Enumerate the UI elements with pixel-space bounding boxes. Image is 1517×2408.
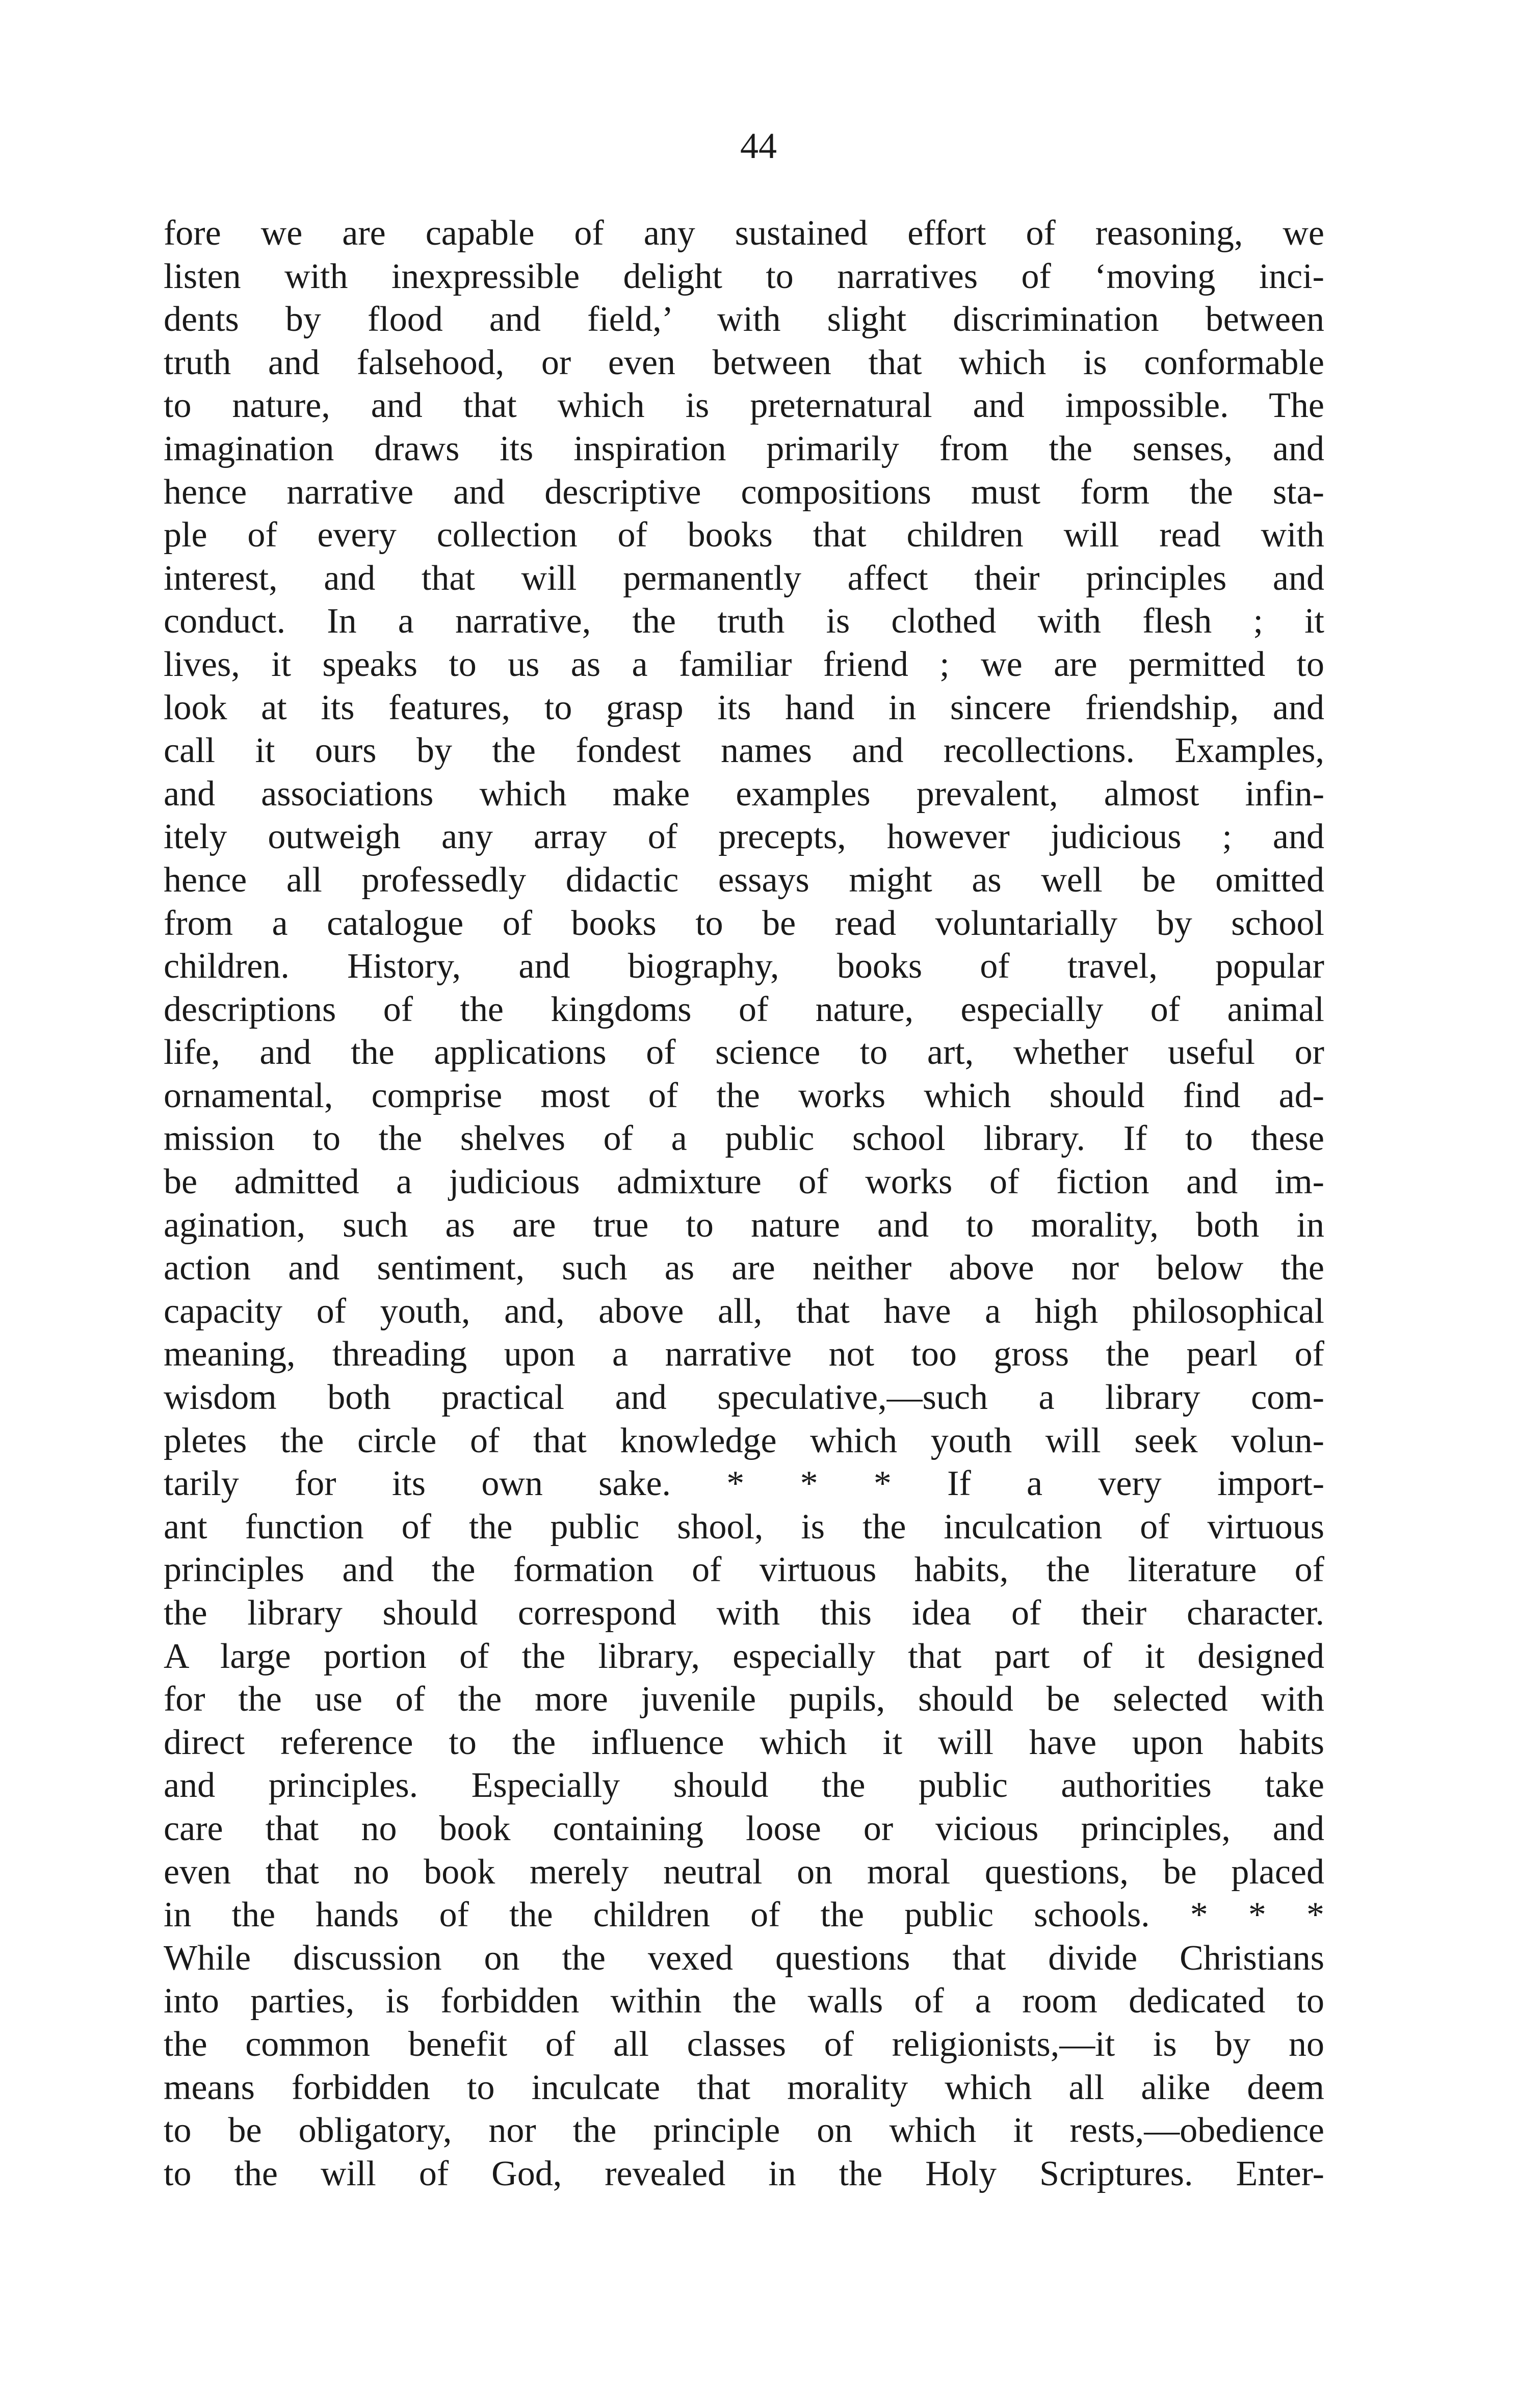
text-line: pletes the circle of that knowledge which youth will seek volun-	[164, 1421, 1324, 1460]
body-text	[164, 212, 1324, 2195]
text-line: mission to the shelves of a public school library. If to these	[164, 1119, 1324, 1159]
text-line: into parties, is forbidden within the walls of a room dedicated to	[164, 1981, 1324, 2021]
text-line: agination, such as are true to nature and to morality, both in	[164, 1205, 1324, 1245]
text-line: care that no book containing loose or vicious principles, and	[164, 1809, 1324, 1848]
text-line: A large portion of the library, especially that part of it designed	[164, 1636, 1324, 1676]
text-line: the library should correspond with this idea of their character.	[164, 1593, 1324, 1633]
text-line: ant function of the public shool, is the inculcation of virtuous	[164, 1507, 1324, 1547]
text-line: to nature, and that which is preternatural and impossible. The	[164, 386, 1324, 426]
text-line: means forbidden to inculcate that morality which all alike deem	[164, 2067, 1324, 2107]
text-line: and associations which make examples prevalent, almost infin-	[164, 774, 1324, 814]
text-line: descriptions of the kingdoms of nature, especially of animal	[164, 989, 1324, 1029]
text-line: conduct. In a narrative, the truth is clothed with flesh ; it	[164, 601, 1324, 641]
text-line: action and sentiment, such as are neither above nor below the	[164, 1248, 1324, 1288]
text-line: truth and falsehood, or even between that which is conformable	[164, 343, 1324, 382]
text-line: the common benefit of all classes of religionists,—it is by no	[164, 2024, 1324, 2064]
text-line: imagination draws its inspiration primarily from the senses, and	[164, 429, 1324, 468]
text-line: hence all professedly didactic essays might as well be omitted	[164, 860, 1324, 900]
text-line: wisdom both practical and speculative,—such a library com-	[164, 1378, 1324, 1418]
text-line: listen with inexpressible delight to narratives of ‘moving inci-	[164, 256, 1324, 296]
text-line: children. History, and biography, books of travel, popular	[164, 947, 1324, 986]
text-line: for the use of the more juvenile pupils, should be selected with	[164, 1680, 1324, 1719]
text-line: capacity of youth, and, above all, that have a high philosophical	[164, 1291, 1324, 1331]
text-line: principles and the formation of virtuous habits, the literature of	[164, 1550, 1324, 1590]
text-line: dents by flood and field,’ with slight discrimination between	[164, 300, 1324, 339]
text-line: fore we are capable of any sustained effort of reasoning, we	[164, 214, 1324, 253]
text-line: lives, it speaks to us as a familiar friend ; we are permitted to	[164, 644, 1324, 684]
text-line: tarily for its own sake. * * * If a very import-	[164, 1464, 1324, 1504]
text-line: even that no book merely neutral on moral questions, be placed	[164, 1852, 1324, 1892]
text-line: interest, and that will permanently affect their principles and	[164, 558, 1324, 598]
text-line: look at its features, to grasp its hand in sincere friendship, and	[164, 688, 1324, 727]
text-line: life, and the applications of science to art, whether useful or	[164, 1033, 1324, 1072]
text-line: be admitted a judicious admixture of works of fiction and im-	[164, 1162, 1324, 1202]
text-line: to the will of God, revealed in the Holy Scriptures. Enter-	[164, 2154, 1324, 2193]
text-line: ornamental, comprise most of the works which should find ad-	[164, 1076, 1324, 1115]
text-line: direct reference to the influence which it will have upon habits	[164, 1722, 1324, 1762]
text-line: meaning, threading upon a narrative not too gross the pearl of	[164, 1334, 1324, 1374]
text-line: from a catalogue of books to be read voluntarially by school	[164, 903, 1324, 943]
text-line: and principles. Especially should the public authorities take	[164, 1766, 1324, 1805]
text-line: While discussion on the vexed questions that divide Christians	[164, 1938, 1324, 1978]
text-line: to be obligatory, nor the principle on which it rests,—obedience	[164, 2111, 1324, 2151]
text-line: ple of every collection of books that children will read with	[164, 515, 1324, 555]
text-line: in the hands of the children of the public schools. * * *	[164, 1895, 1324, 1935]
text-line: hence narrative and descriptive compositions must form the sta-	[164, 472, 1324, 512]
page-number: 44	[740, 125, 777, 166]
text-line: itely outweigh any array of precepts, however judicious ; and	[164, 817, 1324, 857]
text-line: call it ours by the fondest names and recollections. Examples,	[164, 731, 1324, 771]
